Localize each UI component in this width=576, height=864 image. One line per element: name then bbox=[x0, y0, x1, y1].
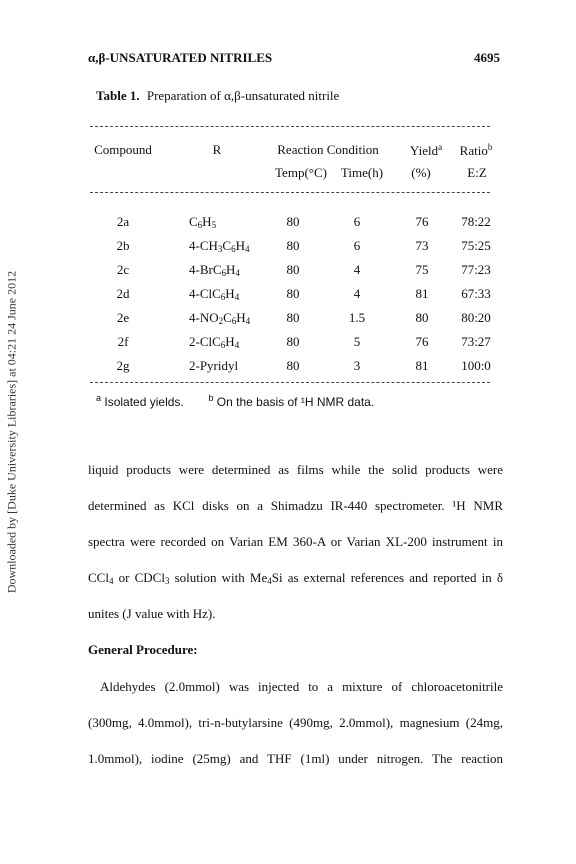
table-header-rule bbox=[90, 192, 490, 193]
cell-yield: 75 bbox=[415, 262, 429, 277]
cell-yield: 81 bbox=[415, 358, 429, 373]
cell-ratio: 80:20 bbox=[461, 310, 491, 325]
cell-r: $2-ClC_6H_4$ bbox=[189, 334, 240, 350]
col-header-ez: E:Z bbox=[467, 165, 487, 180]
cell-ratio: 75:25 bbox=[461, 238, 491, 253]
text-line: (300mg, 4.0mmol), tri-n-butylarsine (490mg, 2.0mmol), magnesium (24mg, bbox=[88, 715, 503, 730]
cell-temp: 80 bbox=[286, 334, 300, 349]
cell-temp: 80 bbox=[286, 238, 300, 253]
cell-time: 6 bbox=[353, 238, 361, 253]
col-header-percent: (%) bbox=[411, 165, 431, 180]
footnote-a: Isolated yields. bbox=[104, 395, 184, 409]
text-line: 1.0mmol), iodine (25mg) and THF (1ml) under nitrogen. The reaction bbox=[88, 751, 503, 766]
cell-r: 2-Pyridyl bbox=[189, 358, 239, 373]
cell-yield: 76 bbox=[415, 334, 429, 349]
table-bottom-rule bbox=[90, 382, 490, 383]
text-line: CCl$_4$ or CDCl$_3$ solution with $Me_4Si$ as external references and reported in δ bbox=[88, 570, 503, 586]
table-footnotes bbox=[96, 393, 374, 409]
cell-temp: 80 bbox=[286, 310, 300, 325]
page-number: 4695 bbox=[474, 50, 500, 65]
table-top-rule bbox=[90, 126, 490, 127]
running-title: α,β-UNSATURATED NITRILES bbox=[88, 50, 273, 65]
text-line: unites (J value with Hz). bbox=[88, 606, 216, 621]
text-line: determined as KCl disks on a Shimadzu IR-440 spectrometer. ¹H NMR bbox=[88, 498, 503, 513]
col-header-ratio: Ratio$^b$ bbox=[459, 142, 493, 158]
cell-time: 3 bbox=[353, 358, 361, 373]
cell-compound: 2e bbox=[116, 310, 130, 325]
cell-compound: 2b bbox=[116, 238, 130, 253]
cell-compound: 2a bbox=[116, 214, 130, 229]
cell-temp: 80 bbox=[286, 214, 300, 229]
text-line: liquid products were determined as films while the solid products were bbox=[88, 462, 503, 477]
col-header-temp: Temp(°C) bbox=[275, 165, 327, 180]
cell-ratio: 78:22 bbox=[461, 214, 491, 229]
cell-compound: 2d bbox=[116, 286, 130, 301]
cell-ratio: 67:33 bbox=[461, 286, 491, 301]
cell-time: 1.5 bbox=[348, 310, 366, 325]
cell-compound: 2c bbox=[116, 262, 130, 277]
footnote-b-mark: b bbox=[208, 393, 214, 403]
table-caption bbox=[96, 88, 339, 104]
col-header-yield: Yield$^a$ bbox=[409, 142, 443, 158]
footnote-a-mark: a bbox=[96, 393, 102, 403]
col-header-reaction-condition: Reaction Condition bbox=[277, 142, 379, 157]
cell-r: $4-BrC_6H_4$ bbox=[189, 262, 240, 278]
cell-time: 5 bbox=[353, 334, 361, 349]
cell-time: 4 bbox=[353, 286, 361, 301]
cell-r: $C_6H_5$ bbox=[189, 214, 217, 230]
cell-yield: 76 bbox=[415, 214, 429, 229]
cell-temp: 80 bbox=[286, 262, 300, 277]
text-line: spectra were recorded on Varian EM 360-A or Varian XL-200 instrument in bbox=[88, 534, 503, 549]
cell-compound: 2g bbox=[116, 358, 130, 373]
cell-r: $4-NO_2C_6H_4$ bbox=[189, 310, 251, 326]
cell-temp: 80 bbox=[286, 358, 300, 373]
running-header bbox=[88, 50, 500, 66]
cell-time: 6 bbox=[353, 214, 361, 229]
footnote-b: On the basis of ¹H NMR data. bbox=[216, 395, 375, 409]
cell-yield: 80 bbox=[415, 310, 429, 325]
col-header-r: R bbox=[212, 142, 222, 157]
download-watermark-text: Downloaded by [Duke University Libraries] at 04:21 24 June 2012 bbox=[4, 270, 19, 594]
cell-temp: 80 bbox=[286, 286, 300, 301]
cell-compound: 2f bbox=[117, 334, 129, 349]
download-watermark bbox=[0, 0, 24, 864]
col-header-time: Time(h) bbox=[340, 165, 384, 180]
col-header-compound: Compound bbox=[94, 142, 152, 157]
cell-r: $4-CH_3C_6H_4$ bbox=[189, 238, 250, 254]
table-caption-text: Preparation of α,β-unsaturated nitrile bbox=[146, 88, 340, 103]
section-heading: General Procedure: bbox=[88, 642, 198, 657]
cell-yield: 81 bbox=[415, 286, 429, 301]
cell-time: 4 bbox=[353, 262, 361, 277]
table-label: Table 1. bbox=[96, 88, 140, 103]
cell-ratio: 100:0 bbox=[461, 358, 491, 373]
text-line: Aldehydes (2.0mmol) was injected to a mixture of chloroacetonitrile bbox=[100, 679, 503, 694]
cell-ratio: 77:23 bbox=[461, 262, 491, 277]
cell-yield: 73 bbox=[415, 238, 429, 253]
cell-r: $4-ClC_6H_4$ bbox=[189, 286, 240, 302]
cell-ratio: 73:27 bbox=[461, 334, 491, 349]
